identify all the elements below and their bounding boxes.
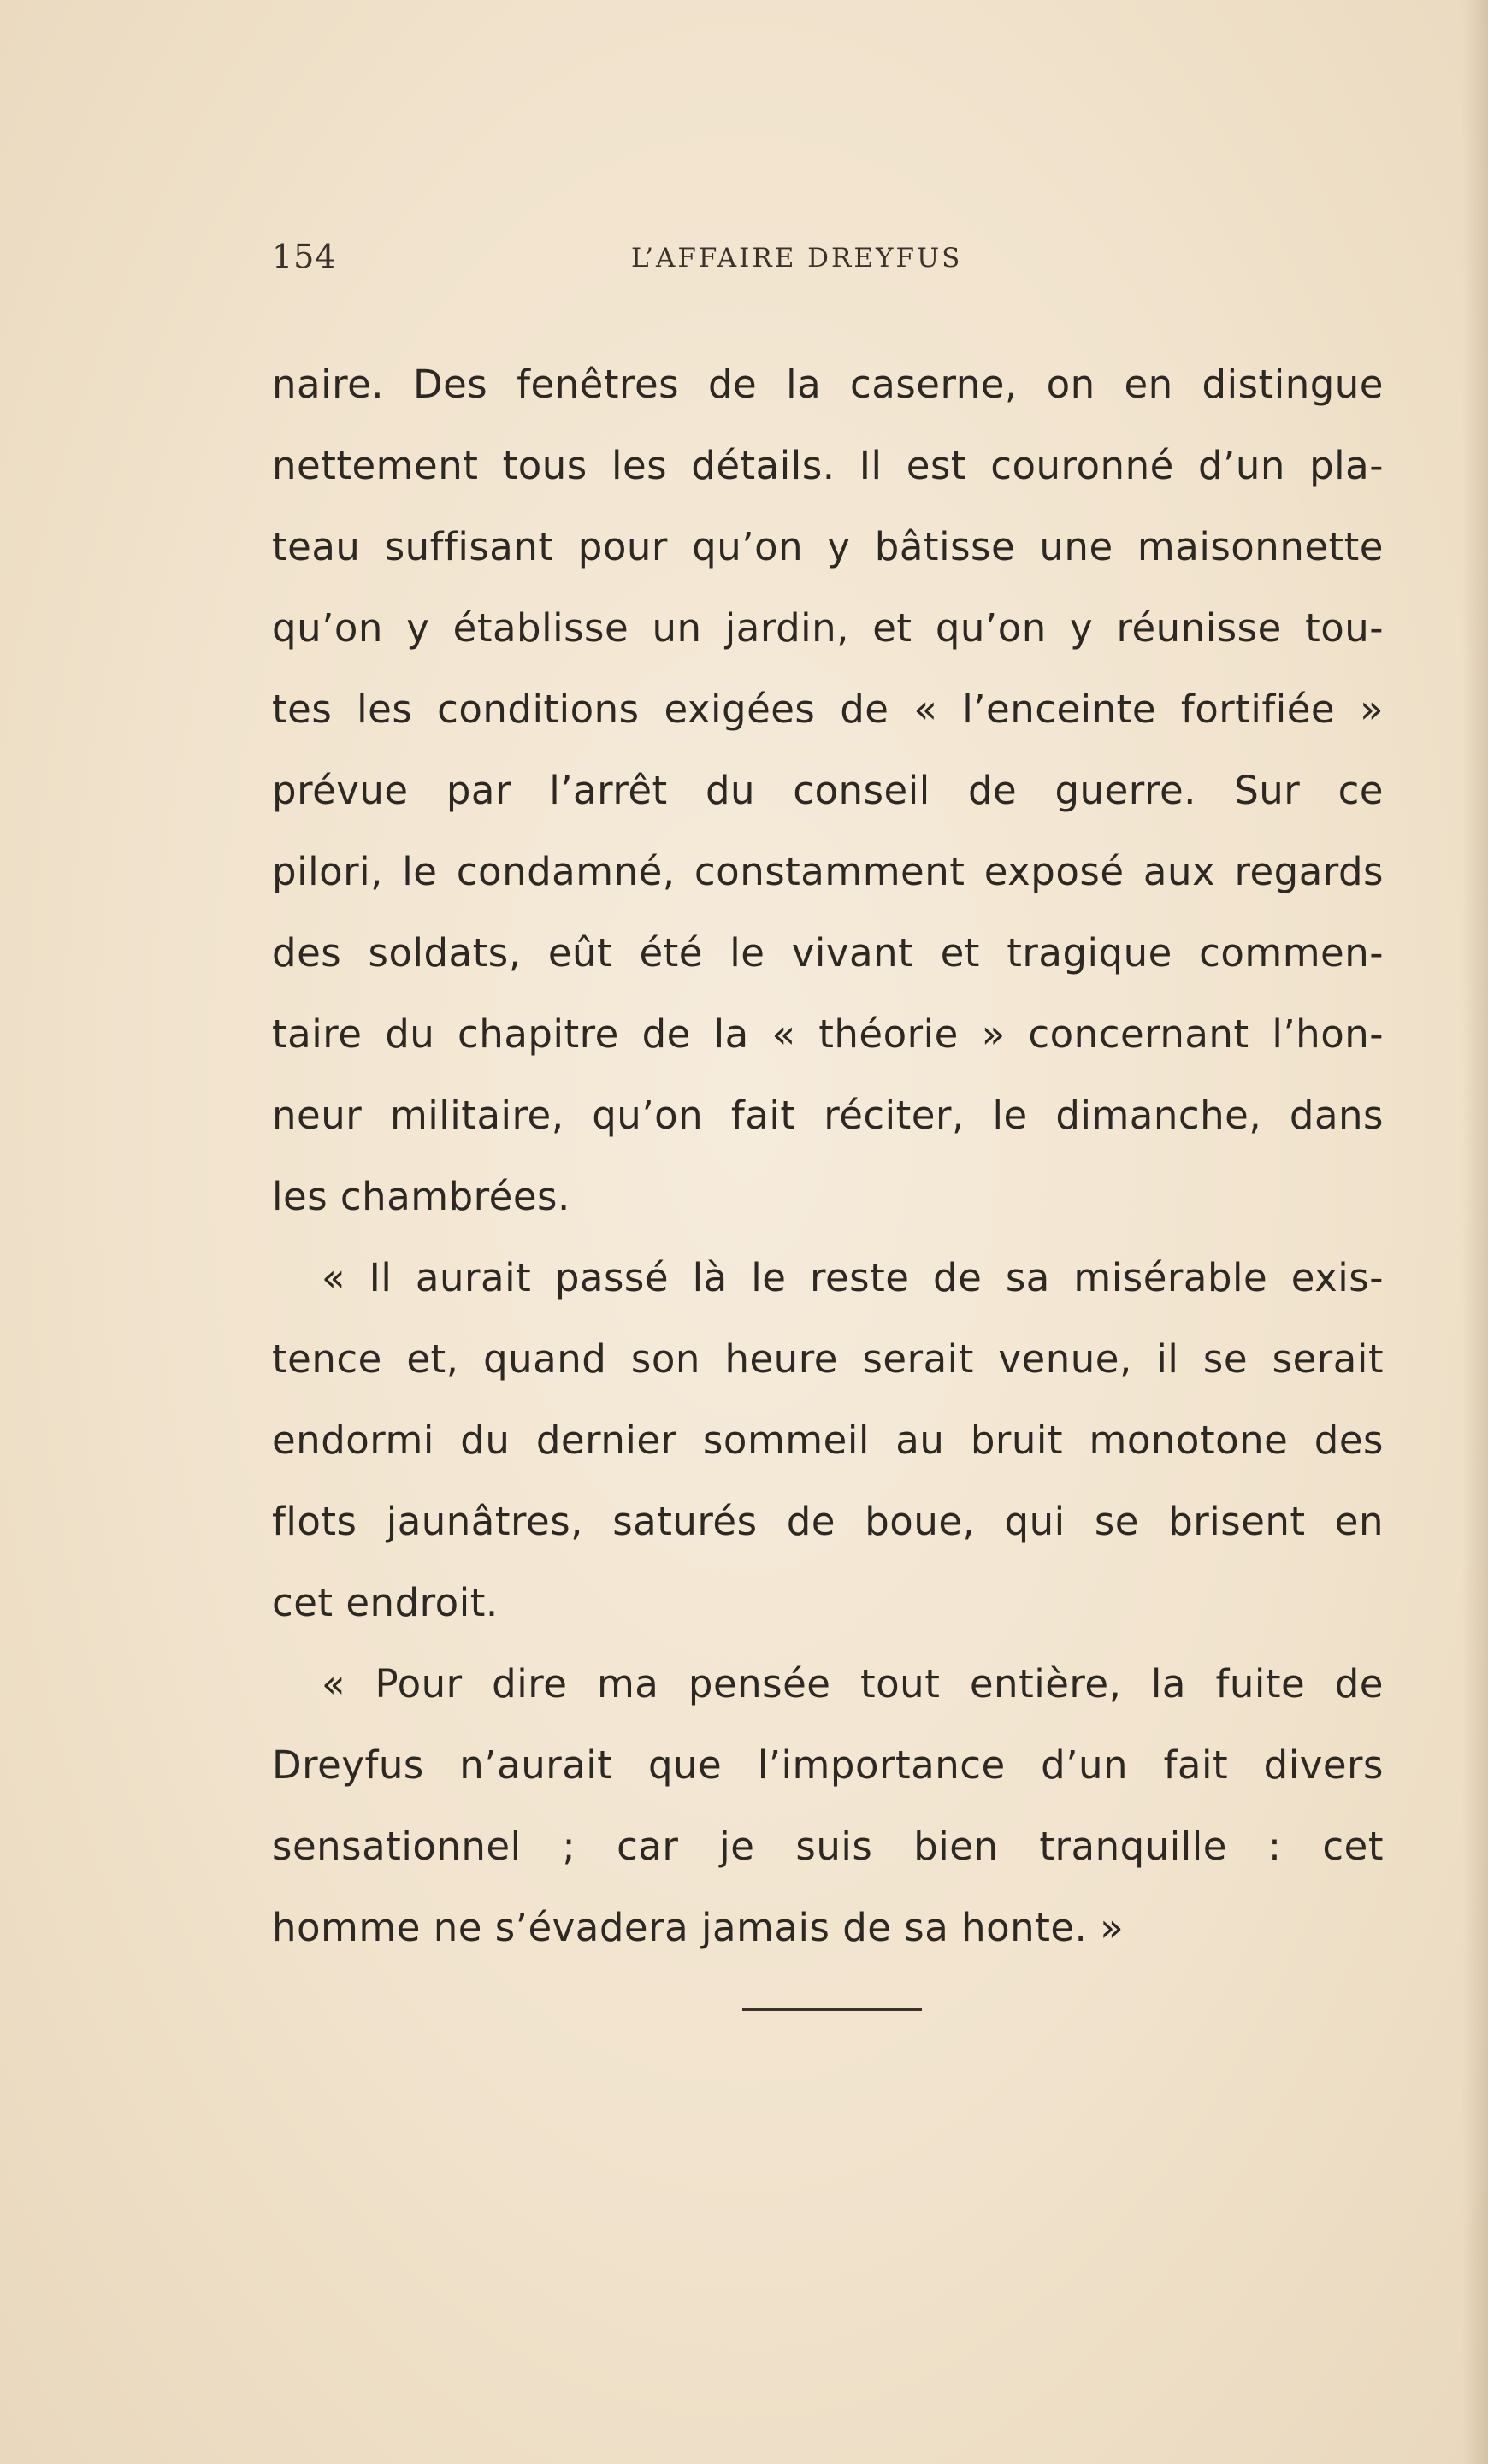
text-line: les chambrées. — [272, 1174, 570, 1219]
text-line: qu’on y établisse un jardin, et qu’on y réunisse tou- — [272, 605, 1384, 651]
text-line: naire. Des fenêtres de la caserne, on en distingue — [272, 362, 1384, 407]
text-line: endormi du dernier sommeil au bruit monotone des — [272, 1418, 1384, 1463]
text-line: des soldats, eût été le vivant et tragique commen- — [272, 930, 1384, 976]
body-text — [272, 344, 1384, 1968]
text-line: « Pour dire ma pensée tout entière, la fuite de — [322, 1661, 1384, 1707]
text-line: taire du chapitre de la « théorie » concernant l’hon- — [272, 1011, 1384, 1057]
text-line: neur militaire, qu’on fait réciter, le dimanche, dans — [272, 1093, 1384, 1138]
page-header — [272, 238, 1384, 289]
text-line: « Il aurait passé là le reste de sa misérable exis- — [322, 1255, 1384, 1300]
text-line: nettement tous les détails. Il est couronné d’un pla- — [272, 443, 1384, 488]
text-line: sensationnel ; car je suis bien tranquille : cet — [272, 1824, 1384, 1869]
text-line: teau suffisant pour qu’on y bâtisse une maisonnette — [272, 524, 1384, 569]
text-line: homme ne s’évadera jamais de sa honte. » — [272, 1905, 1125, 1950]
text-line: Dreyfus n’aurait que l’importance d’un fait divers — [272, 1742, 1384, 1788]
page-edge-shadow — [1462, 0, 1488, 2464]
text-line: tes les conditions exigées de « l’enceinte fortifiée » — [272, 687, 1384, 732]
running-title: L’AFFAIRE DREYFUS — [631, 243, 963, 274]
page-number: 154 — [272, 238, 337, 275]
text-line: cet endroit. — [272, 1580, 499, 1625]
text-line: tence et, quand son heure serait venue, il se serait — [272, 1336, 1384, 1382]
text-line: flots jaunâtres, saturés de boue, qui se brisent en — [272, 1499, 1384, 1544]
text-line: prévue par l’arrêt du conseil de guerre. Sur ce — [272, 768, 1384, 813]
section-end-rule — [742, 2008, 922, 2011]
text-line: pilori, le condamné, constamment exposé aux regards — [272, 849, 1384, 894]
